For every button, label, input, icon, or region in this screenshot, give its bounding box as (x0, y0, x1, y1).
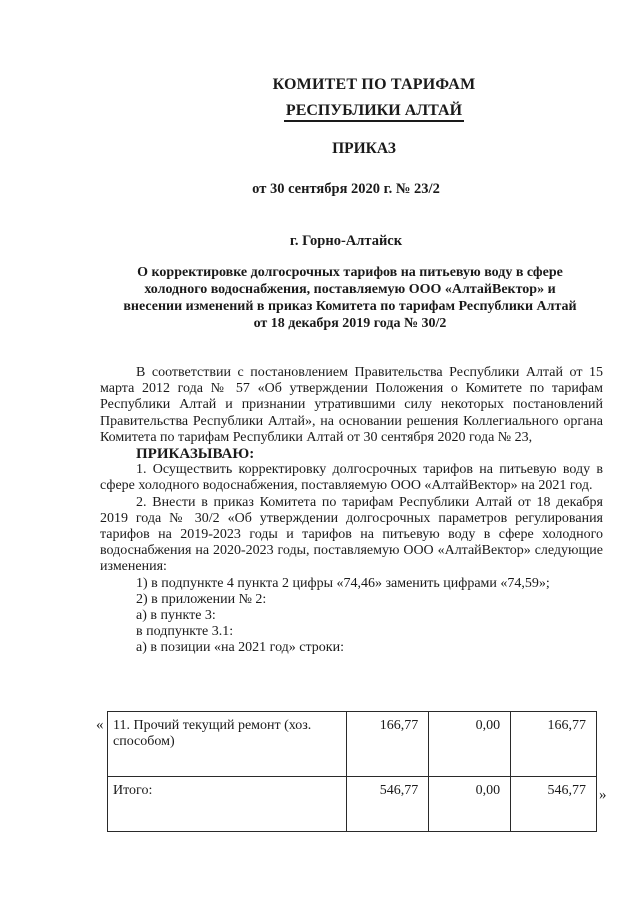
order-subitem-2a: а) в пункте 3: (136, 608, 216, 624)
table-cell-value: 0,00 (429, 777, 511, 832)
document-city: г. Горно-Алтайск (289, 233, 403, 249)
document-type: ПРИКАЗ (332, 140, 396, 157)
table-cell-value: 166,77 (347, 712, 429, 777)
close-quote: » (599, 787, 607, 803)
table-row (108, 712, 597, 777)
orders-heading: ПРИКАЗЫВАЮ: (136, 446, 255, 463)
committee-name-line1: КОМИТЕТ ПО ТАРИФАМ (272, 76, 476, 93)
table-cell-label: 11. Прочий текущий ремонт (хоз. способом) (108, 712, 347, 777)
document-date-number: от 30 сентября 2020 г. № 23/2 (252, 181, 440, 197)
committee-name-line2-text: РЕСПУБЛИКИ АЛТАЙ (284, 102, 464, 122)
subject-line: от 18 декабря 2019 года № 30/2 (253, 316, 447, 331)
order-subitem-1: 1) в подпункте 4 пункта 2 цифры «74,46» заменить цифрами «74,59»; (136, 575, 550, 591)
table-cell-value: 546,77 (347, 777, 429, 832)
table-row (108, 777, 597, 832)
document-body (100, 365, 603, 657)
order-subitem-2b: в подпункте 3.1: (136, 624, 234, 640)
open-quote: « (96, 717, 104, 733)
tariff-table (107, 711, 597, 832)
subject-line: холодного водоснабжения, поставляемую ООО «АлтайВектор» и (144, 282, 556, 297)
table-cell-value: 546,77 (511, 777, 597, 832)
table-cell-label: Итого: (108, 777, 347, 832)
order-subitem-2c: а) в позиции «на 2021 год» строки: (136, 640, 344, 656)
committee-name-line2 (54, 102, 640, 120)
preamble-paragraph: В соответствии с постановлением Правительства Республики Алтай от 15 марта 2012 года № 57 «Об утверждении Положения о Комитете по тарифам Республики Алтай и признании утратившими силу некоторых постановлений Правительства Республики Алтай», на основании решения Коллегиального органа Комитета по тарифам Республики Алтай от 30 сентября 2020 года № 23, (100, 365, 603, 445)
order-item-2: 2. Внести в приказ Комитета по тарифам Республики Алтай от 18 декабря 2019 года № 30/2 «Об утверждении долгосрочных параметров регулирования тарифов на 2019-2023 годы и тарифов на питьевую воду в сфере холодного водоснабжения на 2020-2023 годы, поставляемую ООО «АлтайВектор» следующие изменения: (100, 494, 603, 575)
table-cell-value: 166,77 (511, 712, 597, 777)
order-item-1: 1. Осуществить корректировку долгосрочных тарифов на питьевую воду в сфере холодного водоснабжения, поставляемую ООО «АлтайВектор» на 2021 год. (100, 462, 603, 494)
document-subject (95, 264, 605, 332)
subject-line: внесении изменений в приказ Комитета по тарифам Республики Алтай (123, 299, 577, 314)
subject-line: О корректировке долгосрочных тарифов на питьевую воду в сфере (137, 265, 563, 280)
table-cell-value: 0,00 (429, 712, 511, 777)
order-subitem-2: 2) в приложении № 2: (136, 591, 267, 607)
